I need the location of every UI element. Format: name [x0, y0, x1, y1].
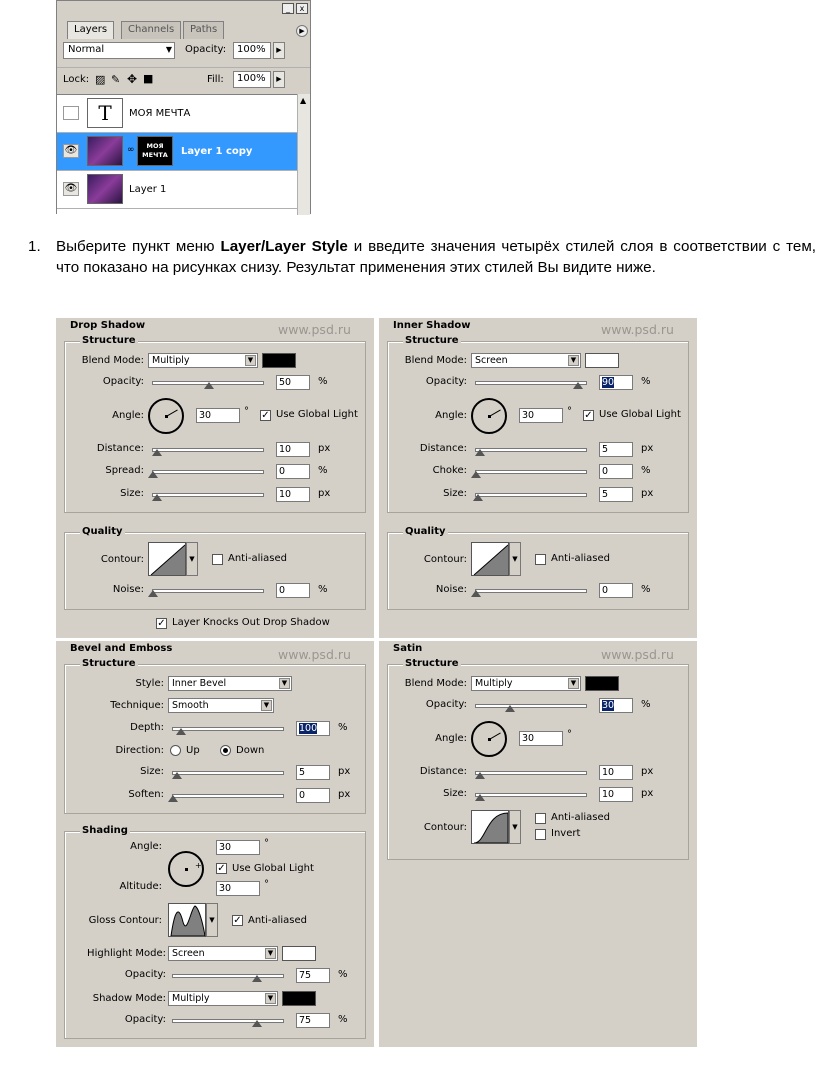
degree-unit: ° — [567, 406, 572, 417]
scroll-up-icon[interactable]: ▲ — [300, 96, 307, 105]
blend-mode-label: Blend Mode: — [81, 355, 144, 366]
shadow-opacity-label: Opacity: — [124, 1014, 166, 1025]
palette-menu-icon[interactable]: ▶ — [296, 25, 308, 37]
size-input[interactable]: 10 — [276, 487, 310, 502]
angle-input[interactable]: 30 — [519, 731, 563, 746]
style-label: Style: — [135, 678, 164, 689]
panel-title: Inner Shadow — [393, 320, 471, 331]
distance-label: Distance: — [419, 766, 467, 777]
direction-up-radio[interactable] — [170, 745, 181, 756]
blend-mode-value: Multiply — [152, 355, 190, 366]
invert-label: Invert — [551, 828, 581, 839]
opacity-input[interactable] — [599, 375, 633, 390]
size-slider[interactable] — [475, 793, 587, 797]
anti-aliased-label: Anti-aliased — [551, 553, 611, 564]
dial-needle — [166, 410, 178, 417]
slider-thumb-icon[interactable] — [252, 975, 262, 982]
chevron-down-icon[interactable]: ▼ — [509, 542, 521, 576]
noise-slider[interactable] — [152, 589, 264, 593]
slider-thumb-icon[interactable] — [148, 471, 158, 478]
chevron-down-icon[interactable]: ▼ — [186, 542, 198, 576]
percent-unit: % — [641, 584, 651, 595]
fill-arrow-icon[interactable]: ▶ — [273, 71, 285, 88]
shadow-mode-value: Multiply — [172, 993, 210, 1004]
global-light-checkbox[interactable]: ✓ — [584, 410, 593, 421]
chevron-down-icon: ▼ — [568, 355, 579, 366]
global-light-label: Use Global Light — [232, 863, 314, 874]
distance-label: Distance: — [96, 443, 144, 454]
layer-row-layer1[interactable] — [57, 171, 297, 209]
angle-label: Angle: — [112, 410, 144, 421]
angle-label: Angle: — [130, 841, 162, 852]
slider-thumb-icon[interactable] — [475, 449, 485, 456]
opacity-input[interactable]: 50 — [276, 375, 310, 390]
percent-unit: % — [641, 699, 651, 710]
menu-path: Layer/Layer Style — [220, 238, 348, 255]
invert-checkbox[interactable] — [535, 829, 546, 840]
size-slider[interactable] — [172, 771, 284, 775]
slider-thumb-icon[interactable] — [168, 795, 178, 802]
lock-label: Lock: — [63, 74, 90, 85]
shadow-mode-select[interactable] — [168, 991, 278, 1006]
light-crosshair-icon: + — [195, 861, 202, 870]
angle-dial[interactable] — [471, 721, 507, 757]
px-unit: px — [641, 788, 654, 799]
highlight-color-swatch[interactable] — [282, 946, 316, 961]
angle-label: Angle: — [435, 410, 467, 421]
anti-aliased-label: Anti-aliased — [248, 915, 308, 926]
lock-transparency-icon[interactable]: ▨ — [95, 73, 106, 86]
slider-thumb-icon[interactable] — [252, 1020, 262, 1027]
style-select[interactable] — [168, 676, 292, 691]
brush-icon[interactable]: ✎ — [111, 73, 121, 86]
minimize-icon[interactable]: _ — [282, 3, 294, 14]
gloss-contour-label: Gloss Contour: — [88, 915, 162, 926]
depth-slider[interactable] — [172, 727, 284, 731]
distance-slider[interactable] — [152, 448, 264, 452]
anti-aliased-checkbox[interactable] — [535, 813, 546, 824]
opacity-value: 30 — [602, 700, 615, 711]
degree-unit: ° — [567, 729, 572, 740]
panel-title: Bevel and Emboss — [70, 643, 173, 654]
gloss-contour-preview[interactable] — [168, 903, 206, 937]
dial-needle — [489, 410, 501, 417]
chevron-down-icon: ▼ — [279, 678, 290, 689]
watermark: www.psd.ru — [278, 647, 351, 662]
direction-down-label: Down — [236, 745, 265, 756]
blend-mode-label: Blend Mode: — [404, 355, 467, 366]
style-value: Inner Bevel — [172, 678, 227, 689]
angle-dial[interactable] — [471, 398, 507, 434]
layer-list — [57, 94, 297, 215]
tab-paths[interactable]: Paths — [183, 21, 224, 39]
panel-title: Satin — [393, 643, 423, 654]
spread-input[interactable]: 0 — [276, 464, 310, 479]
instruction-text-before: Выберите пункт меню — [56, 238, 221, 255]
chevron-down-icon: ▼ — [165, 45, 172, 54]
group-title: Structure — [405, 658, 459, 669]
visibility-empty-icon[interactable] — [63, 106, 79, 120]
link-icon: ∞ — [127, 145, 135, 155]
drop-shadow-panel — [56, 318, 374, 638]
contour-label: Contour: — [423, 554, 467, 565]
size-input[interactable]: 10 — [599, 787, 633, 802]
percent-unit: % — [338, 722, 348, 733]
opacity-slider[interactable] — [475, 381, 587, 385]
global-light-label: Use Global Light — [276, 409, 358, 420]
highlight-opacity-slider[interactable] — [172, 974, 284, 978]
technique-label: Technique: — [110, 700, 164, 711]
shadow-opacity-slider[interactable] — [172, 1019, 284, 1023]
group-title: Quality — [405, 526, 446, 537]
chevron-down-icon[interactable]: ▼ — [206, 903, 218, 937]
shadow-mode-label: Shadow Mode: — [92, 993, 166, 1004]
satin-panel — [379, 641, 697, 1047]
image-thumbnail — [87, 174, 123, 204]
slider-thumb-icon[interactable] — [148, 590, 158, 597]
layer-row-text[interactable] — [57, 95, 297, 133]
angle-label: Angle: — [435, 733, 467, 744]
global-light-checkbox[interactable]: ✓ — [217, 863, 226, 874]
eye-icon[interactable]: 👁 — [64, 183, 78, 194]
depth-value: 100 — [299, 723, 318, 734]
blend-mode-value: Normal — [68, 44, 105, 55]
global-light-label: Use Global Light — [599, 409, 681, 420]
slider-thumb-icon[interactable] — [473, 494, 483, 501]
distance-input[interactable]: 5 — [599, 442, 633, 457]
px-unit: px — [641, 488, 654, 499]
size-label: Size: — [140, 766, 164, 777]
chevron-down-icon: ▼ — [245, 355, 256, 366]
quality-group — [387, 532, 689, 610]
gaussian-contour-icon — [472, 811, 509, 844]
percent-unit: % — [338, 969, 348, 980]
noise-input[interactable]: 0 — [276, 583, 310, 598]
lock-row — [57, 67, 310, 93]
soften-slider[interactable] — [172, 794, 284, 798]
shadow-color-swatch[interactable] — [585, 353, 619, 368]
noise-label: Noise: — [435, 584, 467, 595]
contour-preview[interactable] — [471, 542, 509, 576]
watermark: www.psd.ru — [601, 647, 674, 662]
opacity-label: Opacity: — [102, 376, 144, 387]
text-layer-thumbnail: T — [87, 98, 123, 128]
watermark: www.psd.ru — [601, 322, 674, 337]
shadow-color-swatch[interactable] — [282, 991, 316, 1006]
altitude-input[interactable]: 30 — [216, 881, 260, 896]
highlight-mode-select[interactable] — [168, 946, 278, 961]
move-icon[interactable]: ✥ — [127, 72, 138, 86]
percent-unit: % — [318, 584, 328, 595]
size-input[interactable]: 5 — [296, 765, 330, 780]
linear-contour-icon — [472, 543, 509, 576]
degree-unit: ° — [264, 838, 269, 849]
opacity-label: Opacity: — [425, 699, 467, 710]
blend-mode-value: Multiply — [475, 678, 513, 689]
angle-input[interactable]: 30 — [519, 408, 563, 423]
slider-thumb-icon[interactable] — [475, 772, 485, 779]
mask-thumbnail — [137, 136, 173, 166]
soften-label: Soften: — [128, 789, 164, 800]
opacity-label: Opacity: — [185, 44, 227, 55]
ring-contour-icon — [169, 904, 206, 937]
highlight-opacity-input[interactable]: 75 — [296, 968, 330, 983]
noise-input[interactable]: 0 — [599, 583, 633, 598]
chevron-down-icon: ▼ — [261, 700, 272, 711]
opacity-slider[interactable] — [475, 704, 587, 708]
contour-preview[interactable] — [471, 810, 509, 844]
technique-value: Smooth — [172, 700, 209, 711]
direction-label: Direction: — [115, 745, 164, 756]
knocks-out-label: Layer Knocks Out Drop Shadow — [172, 617, 330, 628]
slider-thumb-icon[interactable] — [471, 590, 481, 597]
depth-label: Depth: — [130, 722, 164, 733]
lock-icon[interactable]: ■ — [143, 72, 154, 85]
layer-list-scrollbar[interactable] — [297, 94, 310, 215]
distance-input[interactable]: 10 — [599, 765, 633, 780]
anti-aliased-label: Anti-aliased — [228, 553, 288, 564]
px-unit: px — [318, 488, 331, 499]
dial-center — [185, 868, 188, 871]
anti-aliased-checkbox[interactable]: ✓ — [233, 915, 242, 926]
percent-unit: % — [338, 1014, 348, 1025]
list-number: 1. — [28, 238, 41, 255]
slider-thumb-icon[interactable] — [152, 494, 162, 501]
percent-unit: % — [641, 376, 651, 387]
opacity-arrow-icon[interactable]: ▶ — [273, 42, 285, 59]
layer-name: Layer 1 — [129, 184, 167, 195]
eye-icon[interactable]: 👁 — [64, 145, 78, 156]
opacity-input[interactable] — [599, 698, 633, 713]
blend-mode-select[interactable] — [471, 676, 581, 691]
blend-mode-select[interactable] — [148, 353, 258, 368]
percent-unit: % — [641, 465, 651, 476]
size-slider[interactable] — [152, 493, 264, 497]
percent-unit: % — [318, 376, 328, 387]
layer-row-layer1-copy[interactable] — [57, 133, 297, 171]
slider-thumb-icon[interactable] — [573, 382, 583, 389]
slider-thumb-icon[interactable] — [152, 449, 162, 456]
depth-input[interactable] — [296, 721, 330, 736]
spread-label: Spread: — [105, 465, 144, 476]
slider-thumb-icon[interactable] — [204, 382, 214, 389]
tab-layers[interactable]: Layers — [67, 21, 114, 39]
window-buttons — [280, 3, 308, 14]
size-input[interactable]: 5 — [599, 487, 633, 502]
watermark: www.psd.ru — [278, 322, 351, 337]
anti-aliased-checkbox[interactable] — [535, 554, 546, 565]
choke-label: Choke: — [432, 465, 467, 476]
bevel-emboss-panel — [56, 641, 374, 1047]
slider-thumb-icon[interactable] — [475, 794, 485, 801]
blend-mode-label: Blend Mode: — [404, 678, 467, 689]
fill-label: Fill: — [207, 74, 224, 85]
layers-palette — [56, 0, 311, 214]
contour-label: Contour: — [423, 822, 467, 833]
chevron-down-icon: ▼ — [265, 993, 276, 1004]
degree-unit: ° — [264, 879, 269, 890]
chevron-down-icon: ▼ — [568, 678, 579, 689]
group-title: Structure — [405, 335, 459, 346]
palette-tabs — [61, 21, 309, 39]
size-label: Size: — [443, 788, 467, 799]
quality-group — [64, 532, 366, 610]
contour-label: Contour: — [100, 554, 144, 565]
slider-thumb-icon[interactable] — [471, 471, 481, 478]
close-icon[interactable]: x — [296, 3, 308, 14]
layer-name: Layer 1 copy — [181, 146, 253, 157]
group-title: Structure — [82, 658, 136, 669]
chevron-down-icon[interactable]: ▼ — [509, 810, 521, 844]
group-title: Shading — [82, 825, 128, 836]
direction-down-radio[interactable] — [220, 745, 231, 756]
px-unit: px — [641, 443, 654, 454]
opacity-label: Opacity: — [425, 376, 467, 387]
slider-thumb-icon[interactable] — [176, 728, 186, 735]
linear-contour-icon — [149, 543, 186, 576]
slider-thumb-icon[interactable] — [505, 705, 515, 712]
highlight-opacity-label: Opacity: — [124, 969, 166, 980]
opacity-value: 90 — [602, 377, 615, 388]
blend-mode-select[interactable] — [471, 353, 581, 368]
anti-aliased-checkbox[interactable] — [212, 554, 223, 565]
contour-preview[interactable] — [148, 542, 186, 576]
dial-needle — [489, 733, 501, 740]
px-unit: px — [318, 443, 331, 454]
highlight-mode-label: Highlight Mode: — [87, 948, 166, 959]
size-label: Size: — [443, 488, 467, 499]
anti-aliased-label: Anti-aliased — [551, 812, 611, 823]
blend-mode-select[interactable] — [63, 42, 175, 59]
blend-row — [57, 41, 310, 67]
distance-input[interactable]: 10 — [276, 442, 310, 457]
light-dial[interactable] — [168, 851, 204, 887]
angle-input[interactable]: 30 — [216, 840, 260, 855]
instruction-text-after: и введите значения четырёх стилей слоя в соответствии с тем, что показано на рисунках снизу. Результат применения этих стилей Вы видите ниже. — [56, 238, 816, 276]
fill-input[interactable]: 100% — [233, 71, 271, 88]
group-title: Quality — [82, 526, 123, 537]
distance-label: Distance: — [419, 443, 467, 454]
choke-slider[interactable] — [475, 470, 587, 474]
satin-color-swatch[interactable] — [585, 676, 619, 691]
soften-input[interactable]: 0 — [296, 788, 330, 803]
altitude-label: Altitude: — [119, 881, 162, 892]
highlight-mode-value: Screen — [172, 948, 205, 959]
distance-slider[interactable] — [475, 771, 587, 775]
panel-title: Drop Shadow — [70, 320, 146, 331]
opacity-input[interactable]: 100% — [233, 42, 271, 59]
image-thumbnail — [87, 136, 123, 166]
size-slider[interactable] — [475, 493, 587, 497]
px-unit: px — [641, 766, 654, 777]
blend-mode-value: Screen — [475, 355, 508, 366]
px-unit: px — [338, 766, 351, 777]
inner-shadow-panel — [379, 318, 697, 638]
group-title: Structure — [82, 335, 136, 346]
percent-unit: % — [318, 465, 328, 476]
size-label: Size: — [120, 488, 144, 499]
technique-select[interactable] — [168, 698, 274, 713]
shadow-opacity-input[interactable]: 75 — [296, 1013, 330, 1028]
knocks-out-checkbox[interactable]: ✓ — [157, 618, 166, 629]
choke-input[interactable]: 0 — [599, 464, 633, 479]
layer-name: МОЯ МЕЧТА — [129, 108, 191, 119]
noise-label: Noise: — [112, 584, 144, 595]
slider-thumb-icon[interactable] — [172, 772, 182, 779]
distance-slider[interactable] — [475, 448, 587, 452]
px-unit: px — [338, 789, 351, 800]
angle-input[interactable]: 30 — [196, 408, 240, 423]
noise-slider[interactable] — [475, 589, 587, 593]
mask-text-line1: МОЯ — [146, 142, 164, 150]
tab-channels[interactable]: Channels — [121, 21, 181, 39]
global-light-checkbox[interactable]: ✓ — [261, 410, 270, 421]
chevron-down-icon: ▼ — [265, 948, 276, 959]
direction-up-label: Up — [186, 745, 200, 756]
degree-unit: ° — [244, 406, 249, 417]
instruction-text — [56, 236, 816, 278]
shadow-color-swatch[interactable] — [262, 353, 296, 368]
mask-text-line2: МЕЧТА — [142, 151, 168, 159]
angle-dial[interactable] — [148, 398, 184, 434]
spread-slider[interactable] — [152, 470, 264, 474]
